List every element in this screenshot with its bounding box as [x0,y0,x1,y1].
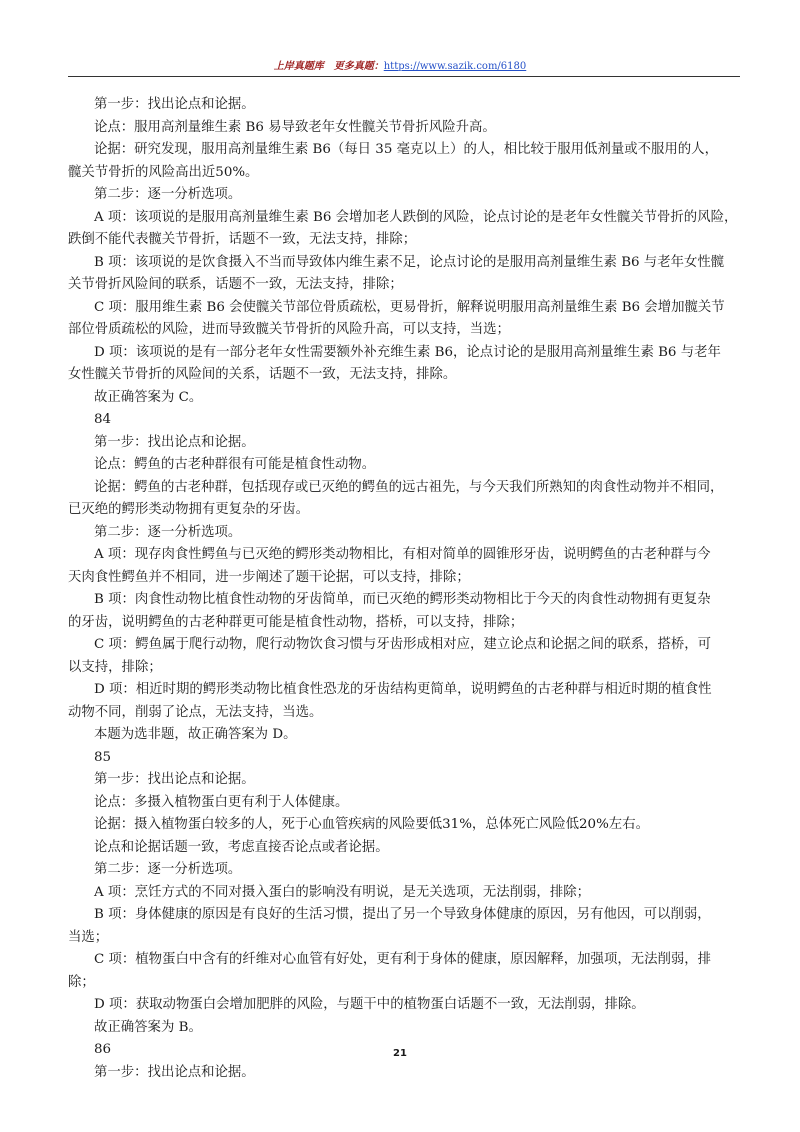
text-line: C 项：植物蛋白中含有的纤维对心血管有好处，更有利于身体的健康，原因解释，加强项，无法削弱，排 [94,952,712,967]
text-line: 论据：鳄鱼的古老种群，包括现存或已灭绝的鳄鱼的远古祖先，与今天我们所熟知的肉食性动物并不相同， [94,479,724,495]
header-title: 上岸真题库 更多真题： [273,61,384,72]
text-line: 动物不同，削弱了论点，无法支持，当选。 [68,704,323,720]
text-line: 第二步：逐一分析选项。 [94,862,242,877]
text-line: 第一步：找出论点和论据。 [94,97,255,112]
text-line: 关节骨折风险间的联系，话题不一致，无法支持，排除； [68,277,403,292]
text-line: 第二步：逐一分析选项。 [94,524,242,540]
text-line: 跌倒不能代表髋关节骨折，话题不一致，无法支持，排除； [68,232,417,247]
text-line: D 项：相近时期的鳄形类动物比植食性恐龙的牙齿结构更简单，说明鳄鱼的古老种群与相近时期的植食性 [94,682,712,697]
text-line: 论点和论据话题一致，考虑直接否论点或者论据。 [94,839,389,855]
text-line: 已灭绝的鳄形类动物拥有更复杂的牙齿。 [68,502,310,517]
text-line: 当选； [68,929,109,945]
text-line: 论据：摄入植物蛋白较多的人，死于心血管疾病的风险要低31%，总体死亡风险低20%左右。 [94,817,649,832]
text-line: 论点：服用高剂量维生素 B6 易导致老年女性髋关节骨折风险升高。 [94,119,496,135]
text-line: A 项：现存肉食性鳄鱼与已灭绝的鳄形类动物相比，有相对简单的圆锥形牙齿，说明鳄鱼的古老种群与今 [94,547,711,562]
text-line: 论据：研究发现，服用高剂量维生素 B6（每日 35 毫克以上）的人，相比较于服用低剂量或不服用的人， [94,142,718,157]
document-body [68,94,740,1084]
text-line: 84 [94,412,112,427]
text-line: C 项：服用维生素 B6 会使髋关节部位骨质疏松，更易骨折，解释说明服用高剂量维生素 B6 会增加髋关节 [94,299,725,315]
text-line: A 项：该项说的是服用高剂量维生素 B6 会增加老人跌倒的风险，论点讨论的是老年女性髋关节骨折的风险， [94,209,738,225]
text-line: 第一步：找出论点和论据。 [94,434,255,450]
text-line: 的牙齿，说明鳄鱼的古老种群更可能是植食性动物，搭桥，可以支持，排除； [68,614,524,630]
text-line: B 项：身体健康的原因是有良好的生活习惯，提出了另一个导致身体健康的原因，另有他因，可以削弱， [94,907,711,922]
text-line: 除； [68,974,95,990]
text-line: 女性髋关节骨折的风险间的关系，话题不一致，无法支持，排除。 [68,367,457,382]
text-line: 论点：鳄鱼的古老种群很有可能是植食性动物。 [94,457,376,472]
header-link[interactable]: https://www.sazik.com/6180 [383,61,527,72]
page-number: 21 [393,1048,407,1059]
text-line: 第一步：找出论点和论据。 [94,772,255,787]
text-line: 86 [94,1042,112,1057]
text-line: 故正确答案为 B。 [94,1019,202,1035]
text-line: 髋关节骨折的风险高出近50%。 [68,164,259,180]
text-line: 部位骨质疏松的风险，进而导致髋关节骨折的风险升高，可以支持，当选； [68,322,510,337]
text-line: D 项：获取动物蛋白会增加肥胖的风险，与题干中的植物蛋白话题不一致，无法削弱，排除。 [94,997,645,1012]
text-line: 以支持，排除； [68,659,162,675]
text-line: 第一步：找出论点和论据。 [94,1064,255,1080]
text-line: 故正确答案为 C。 [94,389,203,405]
text-line: D 项：该项说的是有一部分老年女性需要额外补充维生素 B6，论点讨论的是服用高剂量维生素 B6 与老年 [94,344,721,360]
text-line: B 项：该项说的是饮食摄入不当而导致体内维生素不足，论点讨论的是服用高剂量维生素 B6 与老年女性髋 [94,254,725,270]
page-header [0,57,800,72]
text-line: 第二步：逐一分析选项。 [94,187,242,202]
text-line: 论点：多摄入植物蛋白更有利于人体健康。 [94,794,349,810]
text-line: 天肉食性鳄鱼并不相同，进一步阐述了题干论据，可以支持，排除； [68,569,470,585]
text-line: 本题为选非题，故正确答案为 D。 [94,727,297,742]
text-line: C 项：鳄鱼属于爬行动物，爬行动物饮食习惯与牙齿形成相对应，建立论点和论据之间的联系，搭桥，可 [94,637,712,652]
text-line: 85 [94,749,112,765]
text-line: A 项：烹饪方式的不同对摄入蛋白的影响没有明说，是无关选项，无法削弱，排除； [94,884,590,900]
header-divider [68,76,740,77]
text-line: B 项：肉食性动物比植食性动物的牙齿简单，而已灭绝的鳄形类动物相比于今天的肉食性动物拥有更复杂 [94,592,711,607]
